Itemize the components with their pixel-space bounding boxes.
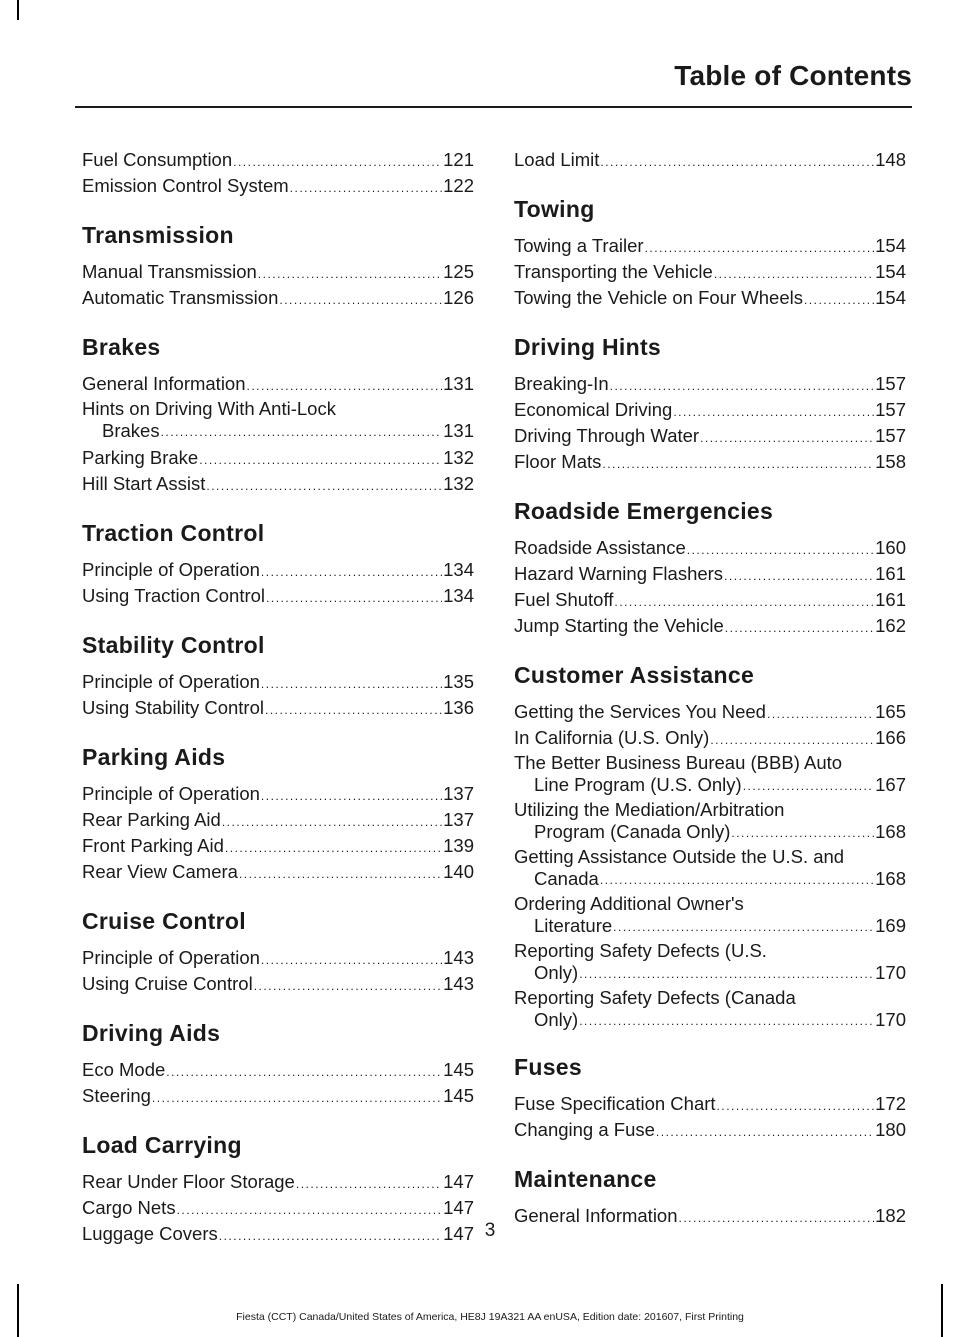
toc-entry[interactable] xyxy=(82,1169,474,1195)
toc-dot-leader xyxy=(656,1127,874,1137)
toc-entry[interactable] xyxy=(82,1195,474,1221)
toc-page-number: 154 xyxy=(875,261,906,282)
toc-entry-title: Using Stability Control xyxy=(82,697,264,718)
section-heading: Brakes xyxy=(82,334,161,360)
toc-entry-title: Principle of Operation xyxy=(82,947,260,968)
toc-dot-leader xyxy=(199,455,442,465)
toc-page-number: 147 xyxy=(443,1197,474,1218)
section-heading: Traction Control xyxy=(82,520,265,546)
toc-entry-title: Towing the Vehicle on Four Wheels xyxy=(514,287,803,308)
header-rule xyxy=(75,106,912,108)
toc-entry[interactable] xyxy=(514,987,906,1031)
toc-entry[interactable] xyxy=(514,799,906,843)
toc-dot-leader xyxy=(206,481,442,491)
page-number: 3 xyxy=(484,1220,496,1241)
toc-entry-title-line2: Only) xyxy=(534,1009,579,1030)
toc-dot-leader xyxy=(152,1093,442,1103)
toc-page-number: 161 xyxy=(875,563,906,584)
toc-page-number: 169 xyxy=(875,915,906,936)
toc-dot-leader xyxy=(673,407,874,417)
toc-page-number: 143 xyxy=(443,973,474,994)
toc-entry[interactable] xyxy=(82,781,474,807)
toc-page-number: 154 xyxy=(875,287,906,308)
toc-entry-title: Automatic Transmission xyxy=(82,287,279,308)
toc-entry-title-line1: Hints on Driving With Anti-Lock xyxy=(82,398,336,419)
toc-entry[interactable] xyxy=(82,669,474,695)
toc-entry[interactable] xyxy=(514,371,906,397)
toc-page-number: 167 xyxy=(875,774,906,795)
toc-entry[interactable] xyxy=(514,449,906,475)
toc-dot-leader xyxy=(261,955,442,965)
toc-entry-title: Floor Mats xyxy=(514,451,602,472)
toc-page-number: 137 xyxy=(443,783,474,804)
toc-entry-title-line1: Reporting Safety Defects (Canada xyxy=(514,987,796,1008)
section-heading: Parking Aids xyxy=(82,744,226,770)
toc-dot-leader xyxy=(579,969,874,979)
toc-dot-leader xyxy=(710,735,874,745)
footer-edition-text: Fiesta (CCT) Canada/United States of America, HE8J 19A321 AA enUSA, Edition date: 201607, First Printing xyxy=(236,1311,744,1323)
toc-page-number: 134 xyxy=(443,585,474,606)
toc-page-number: 154 xyxy=(875,235,906,256)
toc-entry[interactable] xyxy=(82,445,474,471)
toc-page-number: 166 xyxy=(875,727,906,748)
toc-page-number: 182 xyxy=(875,1205,906,1226)
toc-entry-title: Parking Brake xyxy=(82,447,199,468)
toc-dot-leader xyxy=(161,427,443,437)
toc-entry[interactable] xyxy=(82,971,474,997)
toc-page-number: 131 xyxy=(443,420,474,441)
toc-entry[interactable] xyxy=(514,1091,906,1117)
toc-dot-leader xyxy=(600,157,874,167)
toc-entry-line2 xyxy=(82,420,474,442)
toc-entry[interactable] xyxy=(514,561,906,587)
toc-entry-title-line2: Only) xyxy=(534,962,579,983)
toc-entry-title: Driving Through Water xyxy=(514,425,700,446)
toc-page-number: 134 xyxy=(443,559,474,580)
toc-dot-leader xyxy=(645,243,875,253)
toc-entry-title: Fuel Shutoff xyxy=(514,589,614,610)
section-heading: Maintenance xyxy=(514,1166,657,1192)
toc-entry[interactable] xyxy=(514,535,906,561)
section-heading: Driving Hints xyxy=(514,334,662,360)
toc-dot-leader xyxy=(610,381,875,391)
toc-entry-title: Economical Driving xyxy=(514,399,673,420)
section-heading: Load Carrying xyxy=(82,1132,242,1158)
toc-entry-title: Hill Start Assist xyxy=(82,473,206,494)
toc-entry-title: Cargo Nets xyxy=(82,1197,176,1218)
toc-dot-leader xyxy=(731,828,874,838)
section-heading: Stability Control xyxy=(82,632,265,658)
toc-left-column xyxy=(82,147,474,1247)
toc-entry-title-line1: Utilizing the Mediation/Arbitration xyxy=(514,799,785,820)
toc-entry[interactable] xyxy=(514,233,906,259)
toc-entry[interactable] xyxy=(82,173,474,199)
toc-entry[interactable] xyxy=(514,423,906,449)
toc-page-number: 136 xyxy=(443,697,474,718)
toc-dot-leader xyxy=(600,875,874,885)
toc-page-number: 180 xyxy=(875,1119,906,1140)
toc-page-number: 147 xyxy=(443,1171,474,1192)
toc-entry-title: Front Parking Aid xyxy=(82,835,224,856)
toc-page-number: 131 xyxy=(443,373,474,394)
toc-entry[interactable] xyxy=(82,1083,474,1109)
toc-entry[interactable] xyxy=(514,397,906,423)
toc-dot-leader xyxy=(279,295,442,305)
toc-entry-title: Hazard Warning Flashers xyxy=(514,563,724,584)
toc-dot-leader xyxy=(258,269,442,279)
toc-entry-title-line1: The Better Business Bureau (BBB) Auto xyxy=(514,752,843,773)
toc-page-number: 132 xyxy=(443,447,474,468)
toc-dot-leader xyxy=(296,1179,442,1189)
toc-entry[interactable] xyxy=(82,398,474,442)
toc-dot-leader xyxy=(222,817,442,827)
toc-dot-leader xyxy=(261,791,442,801)
toc-entry-title: Towing a Trailer xyxy=(514,235,644,256)
toc-entry[interactable] xyxy=(82,471,474,497)
toc-entry[interactable] xyxy=(82,859,474,885)
toc-entry[interactable] xyxy=(514,752,906,796)
toc-page-number: 122 xyxy=(443,175,474,196)
toc-entry-title: Changing a Fuse xyxy=(514,1119,655,1140)
toc-entry[interactable] xyxy=(82,1057,474,1083)
toc-entry-line2 xyxy=(514,774,906,796)
toc-dot-leader xyxy=(724,571,874,581)
toc-dot-leader xyxy=(687,545,874,555)
section-heading: Driving Aids xyxy=(82,1020,221,1046)
toc-page-number: 168 xyxy=(875,821,906,842)
toc-dot-leader xyxy=(743,781,874,791)
toc-dot-leader xyxy=(613,922,874,932)
toc-page-number: 157 xyxy=(875,425,906,446)
toc-entry-title: Principle of Operation xyxy=(82,783,260,804)
toc-entry[interactable] xyxy=(82,833,474,859)
crop-mark-top-left xyxy=(17,0,19,20)
toc-entry-title: Manual Transmission xyxy=(82,261,257,282)
toc-entry[interactable] xyxy=(82,285,474,311)
toc-entry-title: In California (U.S. Only) xyxy=(514,727,710,748)
toc-page-number: 137 xyxy=(443,809,474,830)
toc-entry-line2 xyxy=(514,868,906,890)
toc-entry[interactable] xyxy=(82,147,474,173)
toc-page-number: 162 xyxy=(875,615,906,636)
toc-dot-leader xyxy=(266,593,442,603)
toc-page-number: 140 xyxy=(443,861,474,882)
toc-page-number: 170 xyxy=(875,1009,906,1030)
toc-dot-leader xyxy=(290,183,442,193)
toc-entry-title-line2: Line Program (U.S. Only) xyxy=(534,774,742,795)
toc-entry-title: Rear View Camera xyxy=(82,861,238,882)
toc-page-number: 145 xyxy=(443,1059,474,1080)
toc-page-number: 126 xyxy=(443,287,474,308)
toc-page-number: 145 xyxy=(443,1085,474,1106)
toc-entry-line2 xyxy=(514,915,906,937)
toc-entry-title: Fuel Consumption xyxy=(82,149,233,170)
toc-dot-leader xyxy=(261,567,442,577)
toc-entry-title: Load Limit xyxy=(514,149,600,170)
toc-dot-leader xyxy=(261,679,442,689)
toc-entry-title: Rear Under Floor Storage xyxy=(82,1171,295,1192)
toc-entry-title-line2: Brakes xyxy=(102,420,160,441)
toc-entry[interactable] xyxy=(82,259,474,285)
toc-page-number: 125 xyxy=(443,261,474,282)
toc-entry-title-line1: Ordering Additional Owner's xyxy=(514,893,744,914)
toc-entry-line2 xyxy=(514,962,906,984)
toc-dot-leader xyxy=(700,433,874,443)
toc-page-number: 168 xyxy=(875,868,906,889)
toc-page-number: 132 xyxy=(443,473,474,494)
toc-entry[interactable] xyxy=(514,893,906,937)
toc-entry[interactable] xyxy=(82,557,474,583)
toc-page-number: 170 xyxy=(875,962,906,983)
toc-entry-title: Getting the Services You Need xyxy=(514,701,766,722)
toc-dot-leader xyxy=(725,623,874,633)
section-heading: Cruise Control xyxy=(82,908,246,934)
toc-entry-title-line2: Literature xyxy=(534,915,613,936)
toc-entry[interactable] xyxy=(514,1117,906,1143)
toc-page-number: 157 xyxy=(875,399,906,420)
toc-entry[interactable] xyxy=(514,725,906,751)
toc-entry[interactable] xyxy=(514,940,906,984)
toc-entry-line2 xyxy=(514,821,906,843)
toc-entry-title: Principle of Operation xyxy=(82,671,260,692)
toc-entry-title-line1: Getting Assistance Outside the U.S. and xyxy=(514,846,845,867)
toc-page-number: 172 xyxy=(875,1093,906,1114)
section-heading: Fuses xyxy=(514,1054,582,1080)
toc-entry-title: Rear Parking Aid xyxy=(82,809,221,830)
toc-page-number: 121 xyxy=(443,149,474,170)
toc-dot-leader xyxy=(602,459,874,469)
toc-entry[interactable] xyxy=(82,807,474,833)
toc-entry-title: Jump Starting the Vehicle xyxy=(514,615,724,636)
toc-dot-leader xyxy=(239,869,442,879)
toc-dot-leader xyxy=(254,981,442,991)
toc-entry[interactable] xyxy=(82,945,474,971)
toc-right-column xyxy=(514,147,906,1229)
toc-page-number: 143 xyxy=(443,947,474,968)
toc-page-number: 157 xyxy=(875,373,906,394)
section-heading: Customer Assistance xyxy=(514,662,755,688)
toc-entry-title: General Information xyxy=(82,373,246,394)
page-header-title: Table of Contents xyxy=(674,60,912,91)
toc-page-number: 160 xyxy=(875,537,906,558)
toc-page-number: 135 xyxy=(443,671,474,692)
toc-entry-title: Fuse Specification Chart xyxy=(514,1093,716,1114)
toc-entry[interactable] xyxy=(82,695,474,721)
toc-entry[interactable] xyxy=(514,587,906,613)
toc-dot-leader xyxy=(804,295,874,305)
toc-entry-title: Roadside Assistance xyxy=(514,537,686,558)
toc-dot-leader xyxy=(247,381,443,391)
toc-dot-leader xyxy=(177,1205,443,1215)
toc-entry-title: Principle of Operation xyxy=(82,559,260,580)
toc-entry[interactable] xyxy=(514,285,906,311)
toc-entry-title: Transporting the Vehicle xyxy=(514,261,713,282)
toc-page-number: 158 xyxy=(875,451,906,472)
toc-entry-title-line2: Program (Canada Only) xyxy=(534,821,731,842)
toc-dot-leader xyxy=(717,1101,875,1111)
toc-entry-title: Eco Mode xyxy=(82,1059,166,1080)
toc-dot-leader xyxy=(767,709,874,719)
toc-entry[interactable] xyxy=(514,259,906,285)
section-heading: Roadside Emergencies xyxy=(514,498,774,524)
toc-entry[interactable] xyxy=(514,147,906,173)
toc-entry[interactable] xyxy=(514,699,906,725)
toc-entry-line2 xyxy=(514,1009,906,1031)
toc-entry-title: Breaking-In xyxy=(514,373,609,394)
toc-entry[interactable] xyxy=(514,613,906,639)
toc-entry-title: Luggage Covers xyxy=(82,1223,218,1244)
toc-entry[interactable] xyxy=(82,371,474,397)
toc-dot-leader xyxy=(579,1016,874,1026)
toc-page-number: 165 xyxy=(875,701,906,722)
toc-dot-leader xyxy=(265,705,442,715)
toc-entry-title-line1: Reporting Safety Defects (U.S. xyxy=(514,940,767,961)
toc-entry-title: Emission Control System xyxy=(82,175,289,196)
toc-entry-title: Steering xyxy=(82,1085,151,1106)
toc-entry-title: Using Traction Control xyxy=(82,585,266,606)
toc-dot-leader xyxy=(614,597,874,607)
toc-dot-leader xyxy=(714,269,874,279)
toc-page-number: 161 xyxy=(875,589,906,610)
section-heading: Towing xyxy=(514,196,595,222)
toc-entry-title: General Information xyxy=(514,1205,678,1226)
toc-entry-title-line2: Canada xyxy=(534,868,599,889)
section-heading: Transmission xyxy=(82,222,234,248)
toc-entry[interactable] xyxy=(82,583,474,609)
toc-page-number: 148 xyxy=(875,149,906,170)
toc-dot-leader xyxy=(225,843,442,853)
toc-dot-leader xyxy=(166,1067,442,1077)
toc-dot-leader xyxy=(233,157,442,167)
toc-entry[interactable] xyxy=(514,846,906,890)
toc-page-number: 147 xyxy=(443,1223,474,1244)
toc-entry-title: Using Cruise Control xyxy=(82,973,253,994)
toc-page-number: 139 xyxy=(443,835,474,856)
